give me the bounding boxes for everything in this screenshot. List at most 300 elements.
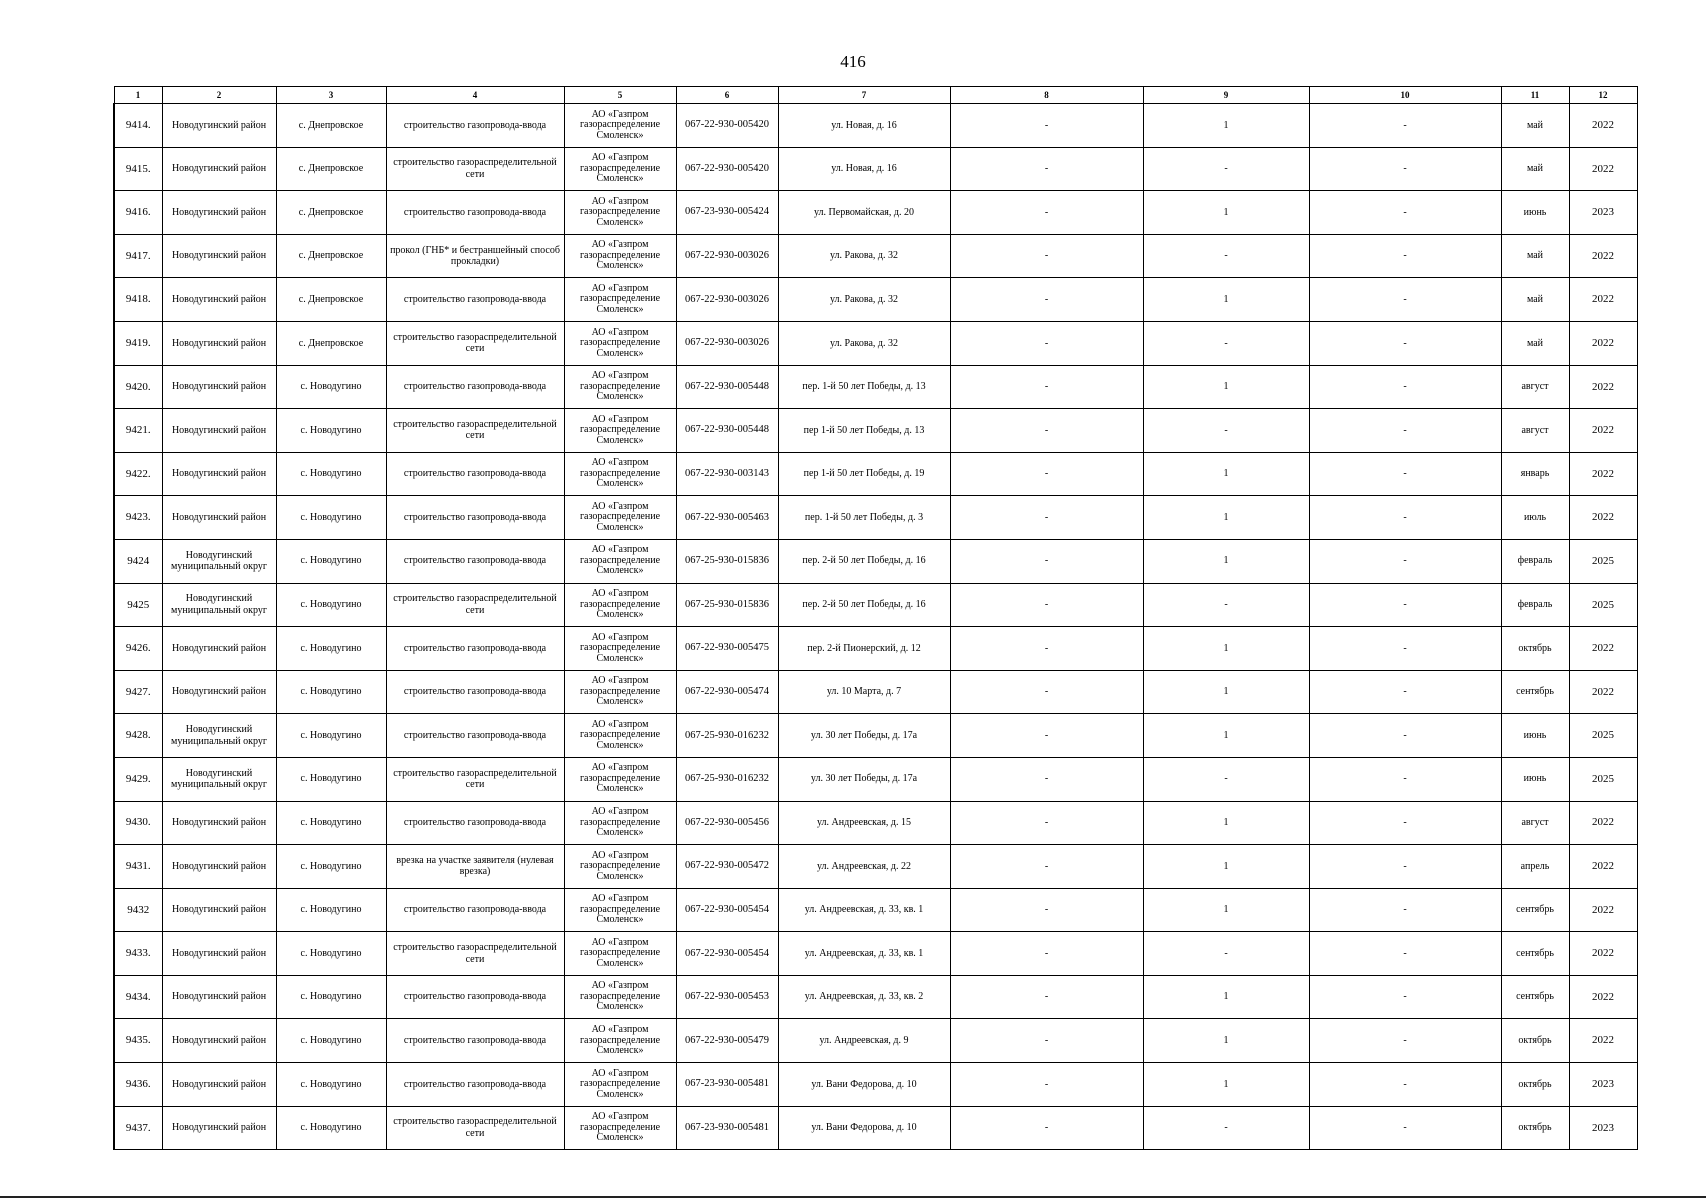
district-cell: Новодугинский район bbox=[162, 1106, 276, 1150]
col-9-value-cell: 1 bbox=[1143, 104, 1309, 148]
district-cell: Новодугинский район bbox=[162, 1019, 276, 1063]
row-number-cell: 9422. bbox=[114, 452, 162, 496]
application-number-cell: 067-22-930-003026 bbox=[676, 234, 778, 278]
table-row bbox=[114, 932, 1637, 976]
organization-cell: АО «Газпром газораспределение Смоленск» bbox=[564, 104, 676, 148]
col-10-value-cell: - bbox=[1309, 365, 1501, 409]
work-type-cell: строительство газопровода-ввода bbox=[386, 714, 564, 758]
year-cell: 2022 bbox=[1569, 147, 1637, 191]
work-type-cell: строительство газораспределительной сети bbox=[386, 583, 564, 627]
application-number-cell: 067-22-930-005448 bbox=[676, 409, 778, 453]
col-8-value-cell: - bbox=[950, 278, 1143, 322]
col-10-value-cell: - bbox=[1309, 1106, 1501, 1150]
row-number-cell: 9437. bbox=[114, 1106, 162, 1150]
year-cell: 2022 bbox=[1569, 975, 1637, 1019]
year-cell: 2023 bbox=[1569, 1063, 1637, 1107]
district-cell: Новодугинский район bbox=[162, 409, 276, 453]
work-type-cell: строительство газораспределительной сети bbox=[386, 932, 564, 976]
col-10-value-cell: - bbox=[1309, 1019, 1501, 1063]
col-8-value-cell: - bbox=[950, 583, 1143, 627]
address-cell: ул. Андреевская, д. 33, кв. 2 bbox=[778, 975, 950, 1019]
column-number-12: 12 bbox=[1569, 87, 1637, 104]
table-row bbox=[114, 670, 1637, 714]
table-row bbox=[114, 234, 1637, 278]
column-number-7: 7 bbox=[778, 87, 950, 104]
col-10-value-cell: - bbox=[1309, 191, 1501, 235]
col-9-value-cell: - bbox=[1143, 757, 1309, 801]
col-9-value-cell: - bbox=[1143, 409, 1309, 453]
col-9-value-cell: 1 bbox=[1143, 191, 1309, 235]
settlement-cell: с. Новодугино bbox=[276, 1106, 386, 1150]
month-cell: май bbox=[1501, 278, 1569, 322]
district-cell: Новодугинский район bbox=[162, 932, 276, 976]
col-9-value-cell: 1 bbox=[1143, 1019, 1309, 1063]
col-8-value-cell: - bbox=[950, 147, 1143, 191]
col-8-value-cell: - bbox=[950, 845, 1143, 889]
col-8-value-cell: - bbox=[950, 757, 1143, 801]
col-8-value-cell: - bbox=[950, 932, 1143, 976]
page-number: 416 bbox=[840, 52, 866, 71]
month-cell: апрель bbox=[1501, 845, 1569, 889]
table-row bbox=[114, 975, 1637, 1019]
organization-cell: АО «Газпром газораспределение Смоленск» bbox=[564, 452, 676, 496]
col-10-value-cell: - bbox=[1309, 496, 1501, 540]
year-cell: 2022 bbox=[1569, 845, 1637, 889]
row-number-cell: 9427. bbox=[114, 670, 162, 714]
month-cell: май bbox=[1501, 321, 1569, 365]
application-number-cell: 067-23-930-005481 bbox=[676, 1063, 778, 1107]
month-cell: июнь bbox=[1501, 757, 1569, 801]
col-8-value-cell: - bbox=[950, 801, 1143, 845]
application-number-cell: 067-25-930-015836 bbox=[676, 583, 778, 627]
month-cell: сентябрь bbox=[1501, 888, 1569, 932]
organization-cell: АО «Газпром газораспределение Смоленск» bbox=[564, 975, 676, 1019]
column-number-8: 8 bbox=[950, 87, 1143, 104]
table-row bbox=[114, 845, 1637, 889]
col-8-value-cell: - bbox=[950, 321, 1143, 365]
col-9-value-cell: - bbox=[1143, 234, 1309, 278]
bottom-rule bbox=[0, 1196, 1706, 1198]
col-9-value-cell: 1 bbox=[1143, 627, 1309, 671]
month-cell: июнь bbox=[1501, 191, 1569, 235]
col-8-value-cell: - bbox=[950, 975, 1143, 1019]
month-cell: май bbox=[1501, 147, 1569, 191]
table-row bbox=[114, 627, 1637, 671]
row-number-cell: 9428. bbox=[114, 714, 162, 758]
col-9-value-cell: - bbox=[1143, 321, 1309, 365]
col-10-value-cell: - bbox=[1309, 801, 1501, 845]
table-row bbox=[114, 539, 1637, 583]
address-cell: ул. Ракова, д. 32 bbox=[778, 234, 950, 278]
organization-cell: АО «Газпром газораспределение Смоленск» bbox=[564, 1063, 676, 1107]
organization-cell: АО «Газпром газораспределение Смоленск» bbox=[564, 365, 676, 409]
settlement-cell: с. Днепровское bbox=[276, 147, 386, 191]
address-cell: ул. Вани Федорова, д. 10 bbox=[778, 1063, 950, 1107]
address-cell: ул. Первомайская, д. 20 bbox=[778, 191, 950, 235]
application-number-cell: 067-25-930-016232 bbox=[676, 757, 778, 801]
col-10-value-cell: - bbox=[1309, 583, 1501, 627]
application-number-cell: 067-22-930-005448 bbox=[676, 365, 778, 409]
col-8-value-cell: - bbox=[950, 1019, 1143, 1063]
column-number-2: 2 bbox=[162, 87, 276, 104]
application-number-cell: 067-22-930-003143 bbox=[676, 452, 778, 496]
application-number-cell: 067-22-930-005420 bbox=[676, 147, 778, 191]
column-number-3: 3 bbox=[276, 87, 386, 104]
year-cell: 2022 bbox=[1569, 278, 1637, 322]
col-9-value-cell: - bbox=[1143, 932, 1309, 976]
work-type-cell: строительство газопровода-ввода bbox=[386, 104, 564, 148]
work-type-cell: строительство газопровода-ввода bbox=[386, 452, 564, 496]
row-number-cell: 9429. bbox=[114, 757, 162, 801]
organization-cell: АО «Газпром газораспределение Смоленск» bbox=[564, 234, 676, 278]
table-row bbox=[114, 496, 1637, 540]
col-8-value-cell: - bbox=[950, 409, 1143, 453]
year-cell: 2022 bbox=[1569, 670, 1637, 714]
application-number-cell: 067-22-930-005454 bbox=[676, 932, 778, 976]
year-cell: 2025 bbox=[1569, 757, 1637, 801]
district-cell: Новодугинский муниципальный округ bbox=[162, 714, 276, 758]
settlement-cell: с. Новодугино bbox=[276, 1063, 386, 1107]
application-number-cell: 067-22-930-005472 bbox=[676, 845, 778, 889]
settlement-cell: с. Новодугино bbox=[276, 932, 386, 976]
row-number-cell: 9431. bbox=[114, 845, 162, 889]
col-10-value-cell: - bbox=[1309, 627, 1501, 671]
organization-cell: АО «Газпром газораспределение Смоленск» bbox=[564, 496, 676, 540]
table-row bbox=[114, 278, 1637, 322]
year-cell: 2022 bbox=[1569, 234, 1637, 278]
organization-cell: АО «Газпром газораспределение Смоленск» bbox=[564, 757, 676, 801]
row-number-cell: 9417. bbox=[114, 234, 162, 278]
month-cell: октябрь bbox=[1501, 1019, 1569, 1063]
settlement-cell: с. Днепровское bbox=[276, 278, 386, 322]
district-cell: Новодугинский район bbox=[162, 452, 276, 496]
organization-cell: АО «Газпром газораспределение Смоленск» bbox=[564, 714, 676, 758]
row-number-cell: 9433. bbox=[114, 932, 162, 976]
address-cell: пер 1-й 50 лет Победы, д. 19 bbox=[778, 452, 950, 496]
table-row bbox=[114, 888, 1637, 932]
table-row bbox=[114, 321, 1637, 365]
col-8-value-cell: - bbox=[950, 104, 1143, 148]
column-number-10: 10 bbox=[1309, 87, 1501, 104]
settlement-cell: с. Новодугино bbox=[276, 714, 386, 758]
col-8-value-cell: - bbox=[950, 234, 1143, 278]
month-cell: октябрь bbox=[1501, 1106, 1569, 1150]
year-cell: 2022 bbox=[1569, 104, 1637, 148]
year-cell: 2022 bbox=[1569, 801, 1637, 845]
application-number-cell: 067-22-930-005463 bbox=[676, 496, 778, 540]
col-10-value-cell: - bbox=[1309, 234, 1501, 278]
address-cell: ул. Андреевская, д. 9 bbox=[778, 1019, 950, 1063]
month-cell: январь bbox=[1501, 452, 1569, 496]
row-number-cell: 9423. bbox=[114, 496, 162, 540]
organization-cell: АО «Газпром газораспределение Смоленск» bbox=[564, 321, 676, 365]
col-8-value-cell: - bbox=[950, 452, 1143, 496]
settlement-cell: с. Новодугино bbox=[276, 670, 386, 714]
row-number-cell: 9424 bbox=[114, 539, 162, 583]
col-10-value-cell: - bbox=[1309, 147, 1501, 191]
address-cell: пер. 1-й 50 лет Победы, д. 13 bbox=[778, 365, 950, 409]
year-cell: 2022 bbox=[1569, 932, 1637, 976]
month-cell: октябрь bbox=[1501, 1063, 1569, 1107]
district-cell: Новодугинский район bbox=[162, 147, 276, 191]
col-9-value-cell: 1 bbox=[1143, 670, 1309, 714]
month-cell: сентябрь bbox=[1501, 932, 1569, 976]
column-number-6: 6 bbox=[676, 87, 778, 104]
settlement-cell: с. Новодугино bbox=[276, 801, 386, 845]
address-cell: ул. 30 лет Победы, д. 17а bbox=[778, 757, 950, 801]
column-number-11: 11 bbox=[1501, 87, 1569, 104]
col-8-value-cell: - bbox=[950, 1063, 1143, 1107]
district-cell: Новодугинский район bbox=[162, 104, 276, 148]
work-type-cell: строительство газопровода-ввода bbox=[386, 539, 564, 583]
year-cell: 2022 bbox=[1569, 365, 1637, 409]
address-cell: ул. Вани Федорова, д. 10 bbox=[778, 1106, 950, 1150]
year-cell: 2022 bbox=[1569, 496, 1637, 540]
district-cell: Новодугинский муниципальный округ bbox=[162, 583, 276, 627]
column-number-row bbox=[114, 87, 1637, 104]
col-10-value-cell: - bbox=[1309, 932, 1501, 976]
month-cell: август bbox=[1501, 801, 1569, 845]
month-cell: май bbox=[1501, 234, 1569, 278]
col-9-value-cell: 1 bbox=[1143, 801, 1309, 845]
month-cell: сентябрь bbox=[1501, 670, 1569, 714]
settlement-cell: с. Новодугино bbox=[276, 452, 386, 496]
address-cell: ул. Андреевская, д. 15 bbox=[778, 801, 950, 845]
col-10-value-cell: - bbox=[1309, 1063, 1501, 1107]
row-number-cell: 9415. bbox=[114, 147, 162, 191]
address-cell: пер. 1-й 50 лет Победы, д. 3 bbox=[778, 496, 950, 540]
month-cell: июнь bbox=[1501, 714, 1569, 758]
organization-cell: АО «Газпром газораспределение Смоленск» bbox=[564, 1019, 676, 1063]
address-cell: пер. 2-й 50 лет Победы, д. 16 bbox=[778, 583, 950, 627]
work-type-cell: строительство газопровода-ввода bbox=[386, 278, 564, 322]
col-8-value-cell: - bbox=[950, 365, 1143, 409]
application-number-cell: 067-22-930-005453 bbox=[676, 975, 778, 1019]
address-cell: ул. Новая, д. 16 bbox=[778, 147, 950, 191]
month-cell: февраль bbox=[1501, 539, 1569, 583]
month-cell: октябрь bbox=[1501, 627, 1569, 671]
year-cell: 2023 bbox=[1569, 191, 1637, 235]
month-cell: февраль bbox=[1501, 583, 1569, 627]
table-row bbox=[114, 583, 1637, 627]
settlement-cell: с. Новодугино bbox=[276, 583, 386, 627]
table-row bbox=[114, 104, 1637, 148]
district-cell: Новодугинский район bbox=[162, 278, 276, 322]
work-type-cell: строительство газораспределительной сети bbox=[386, 1106, 564, 1150]
col-9-value-cell: 1 bbox=[1143, 496, 1309, 540]
application-number-cell: 067-22-930-005474 bbox=[676, 670, 778, 714]
col-9-value-cell: 1 bbox=[1143, 845, 1309, 889]
work-type-cell: строительство газораспределительной сети bbox=[386, 757, 564, 801]
year-cell: 2022 bbox=[1569, 627, 1637, 671]
month-cell: август bbox=[1501, 365, 1569, 409]
table-row bbox=[114, 1106, 1637, 1150]
application-number-cell: 067-25-930-015836 bbox=[676, 539, 778, 583]
organization-cell: АО «Газпром газораспределение Смоленск» bbox=[564, 583, 676, 627]
col-9-value-cell: 1 bbox=[1143, 714, 1309, 758]
col-10-value-cell: - bbox=[1309, 278, 1501, 322]
year-cell: 2022 bbox=[1569, 888, 1637, 932]
work-type-cell: строительство газопровода-ввода bbox=[386, 888, 564, 932]
month-cell: сентябрь bbox=[1501, 975, 1569, 1019]
organization-cell: АО «Газпром газораспределение Смоленск» bbox=[564, 409, 676, 453]
col-10-value-cell: - bbox=[1309, 539, 1501, 583]
col-10-value-cell: - bbox=[1309, 321, 1501, 365]
month-cell: май bbox=[1501, 104, 1569, 148]
address-cell: ул. Андреевская, д. 22 bbox=[778, 845, 950, 889]
settlement-cell: с. Днепровское bbox=[276, 191, 386, 235]
district-cell: Новодугинский муниципальный округ bbox=[162, 757, 276, 801]
table-row bbox=[114, 409, 1637, 453]
row-number-cell: 9434. bbox=[114, 975, 162, 1019]
year-cell: 2022 bbox=[1569, 1019, 1637, 1063]
year-cell: 2025 bbox=[1569, 714, 1637, 758]
organization-cell: АО «Газпром газораспределение Смоленск» bbox=[564, 539, 676, 583]
application-number-cell: 067-23-930-005424 bbox=[676, 191, 778, 235]
row-number-cell: 9419. bbox=[114, 321, 162, 365]
col-10-value-cell: - bbox=[1309, 845, 1501, 889]
district-cell: Новодугинский район bbox=[162, 496, 276, 540]
year-cell: 2022 bbox=[1569, 452, 1637, 496]
settlement-cell: с. Новодугино bbox=[276, 845, 386, 889]
row-number-cell: 9432 bbox=[114, 888, 162, 932]
organization-cell: АО «Газпром газораспределение Смоленск» bbox=[564, 278, 676, 322]
address-cell: ул. 30 лет Победы, д. 17а bbox=[778, 714, 950, 758]
district-cell: Новодугинский район bbox=[162, 627, 276, 671]
column-number-4: 4 bbox=[386, 87, 564, 104]
year-cell: 2022 bbox=[1569, 321, 1637, 365]
col-8-value-cell: - bbox=[950, 627, 1143, 671]
work-type-cell: строительство газопровода-ввода bbox=[386, 801, 564, 845]
table-row bbox=[114, 365, 1637, 409]
address-cell: ул. Новая, д. 16 bbox=[778, 104, 950, 148]
application-number-cell: 067-22-930-003026 bbox=[676, 321, 778, 365]
row-number-cell: 9425 bbox=[114, 583, 162, 627]
table-row bbox=[114, 147, 1637, 191]
address-cell: ул. Ракова, д. 32 bbox=[778, 278, 950, 322]
district-cell: Новодугинский район bbox=[162, 670, 276, 714]
settlement-cell: с. Днепровское bbox=[276, 234, 386, 278]
application-number-cell: 067-25-930-016232 bbox=[676, 714, 778, 758]
col-8-value-cell: - bbox=[950, 714, 1143, 758]
col-9-value-cell: - bbox=[1143, 1106, 1309, 1150]
table-body bbox=[114, 104, 1637, 1150]
address-cell: ул. 10 Марта, д. 7 bbox=[778, 670, 950, 714]
year-cell: 2023 bbox=[1569, 1106, 1637, 1150]
address-cell: пер. 2-й 50 лет Победы, д. 16 bbox=[778, 539, 950, 583]
settlement-cell: с. Новодугино bbox=[276, 757, 386, 801]
work-type-cell: строительство газораспределительной сети bbox=[386, 321, 564, 365]
settlement-cell: с. Днепровское bbox=[276, 321, 386, 365]
district-cell: Новодугинский район bbox=[162, 234, 276, 278]
row-number-cell: 9436. bbox=[114, 1063, 162, 1107]
district-cell: Новодугинский район bbox=[162, 321, 276, 365]
work-type-cell: строительство газопровода-ввода bbox=[386, 191, 564, 235]
col-9-value-cell: - bbox=[1143, 583, 1309, 627]
year-cell: 2025 bbox=[1569, 583, 1637, 627]
table-row bbox=[114, 1019, 1637, 1063]
col-9-value-cell: - bbox=[1143, 147, 1309, 191]
district-cell: Новодугинский район bbox=[162, 1063, 276, 1107]
row-number-cell: 9416. bbox=[114, 191, 162, 235]
col-10-value-cell: - bbox=[1309, 888, 1501, 932]
application-number-cell: 067-23-930-005481 bbox=[676, 1106, 778, 1150]
work-type-cell: строительство газопровода-ввода bbox=[386, 670, 564, 714]
settlement-cell: с. Новодугино bbox=[276, 888, 386, 932]
settlement-cell: с. Новодугино bbox=[276, 365, 386, 409]
col-10-value-cell: - bbox=[1309, 409, 1501, 453]
settlement-cell: с. Новодугино bbox=[276, 627, 386, 671]
col-8-value-cell: - bbox=[950, 191, 1143, 235]
col-10-value-cell: - bbox=[1309, 757, 1501, 801]
organization-cell: АО «Газпром газораспределение Смоленск» bbox=[564, 888, 676, 932]
row-number-cell: 9418. bbox=[114, 278, 162, 322]
year-cell: 2022 bbox=[1569, 409, 1637, 453]
settlement-cell: с. Новодугино bbox=[276, 1019, 386, 1063]
work-type-cell: строительство газораспределительной сети bbox=[386, 147, 564, 191]
district-cell: Новодугинский район bbox=[162, 975, 276, 1019]
address-cell: пер 1-й 50 лет Победы, д. 13 bbox=[778, 409, 950, 453]
column-number-1: 1 bbox=[114, 87, 162, 104]
month-cell: июль bbox=[1501, 496, 1569, 540]
work-type-cell: строительство газопровода-ввода bbox=[386, 975, 564, 1019]
work-type-cell: строительство газопровода-ввода bbox=[386, 1063, 564, 1107]
work-type-cell: прокол (ГНБ* и бестраншейный способ прокладки) bbox=[386, 234, 564, 278]
settlement-cell: с. Днепровское bbox=[276, 104, 386, 148]
district-cell: Новодугинский муниципальный округ bbox=[162, 539, 276, 583]
application-number-cell: 067-22-930-005479 bbox=[676, 1019, 778, 1063]
district-cell: Новодугинский район bbox=[162, 888, 276, 932]
organization-cell: АО «Газпром газораспределение Смоленск» bbox=[564, 801, 676, 845]
col-10-value-cell: - bbox=[1309, 104, 1501, 148]
application-number-cell: 067-22-930-003026 bbox=[676, 278, 778, 322]
col-8-value-cell: - bbox=[950, 496, 1143, 540]
application-number-cell: 067-22-930-005475 bbox=[676, 627, 778, 671]
table-row bbox=[114, 757, 1637, 801]
column-number-9: 9 bbox=[1143, 87, 1309, 104]
table-row bbox=[114, 801, 1637, 845]
table-row bbox=[114, 191, 1637, 235]
district-cell: Новодугинский район bbox=[162, 365, 276, 409]
district-cell: Новодугинский район bbox=[162, 191, 276, 235]
work-type-cell: строительство газопровода-ввода bbox=[386, 496, 564, 540]
application-number-cell: 067-22-930-005454 bbox=[676, 888, 778, 932]
application-number-cell: 067-22-930-005420 bbox=[676, 104, 778, 148]
col-8-value-cell: - bbox=[950, 1106, 1143, 1150]
organization-cell: АО «Газпром газораспределение Смоленск» bbox=[564, 932, 676, 976]
settlement-cell: с. Новодугино bbox=[276, 496, 386, 540]
col-10-value-cell: - bbox=[1309, 452, 1501, 496]
row-number-cell: 9421. bbox=[114, 409, 162, 453]
work-type-cell: строительство газораспределительной сети bbox=[386, 409, 564, 453]
row-number-cell: 9414. bbox=[114, 104, 162, 148]
organization-cell: АО «Газпром газораспределение Смоленск» bbox=[564, 670, 676, 714]
col-10-value-cell: - bbox=[1309, 714, 1501, 758]
organization-cell: АО «Газпром газораспределение Смоленск» bbox=[564, 845, 676, 889]
col-9-value-cell: 1 bbox=[1143, 539, 1309, 583]
organization-cell: АО «Газпром газораспределение Смоленск» bbox=[564, 147, 676, 191]
col-9-value-cell: 1 bbox=[1143, 278, 1309, 322]
district-cell: Новодугинский район bbox=[162, 845, 276, 889]
year-cell: 2025 bbox=[1569, 539, 1637, 583]
col-9-value-cell: 1 bbox=[1143, 888, 1309, 932]
address-cell: ул. Андреевская, д. 33, кв. 1 bbox=[778, 888, 950, 932]
table-row bbox=[114, 714, 1637, 758]
work-type-cell: строительство газопровода-ввода bbox=[386, 365, 564, 409]
table-row bbox=[114, 452, 1637, 496]
col-9-value-cell: 1 bbox=[1143, 365, 1309, 409]
col-10-value-cell: - bbox=[1309, 670, 1501, 714]
